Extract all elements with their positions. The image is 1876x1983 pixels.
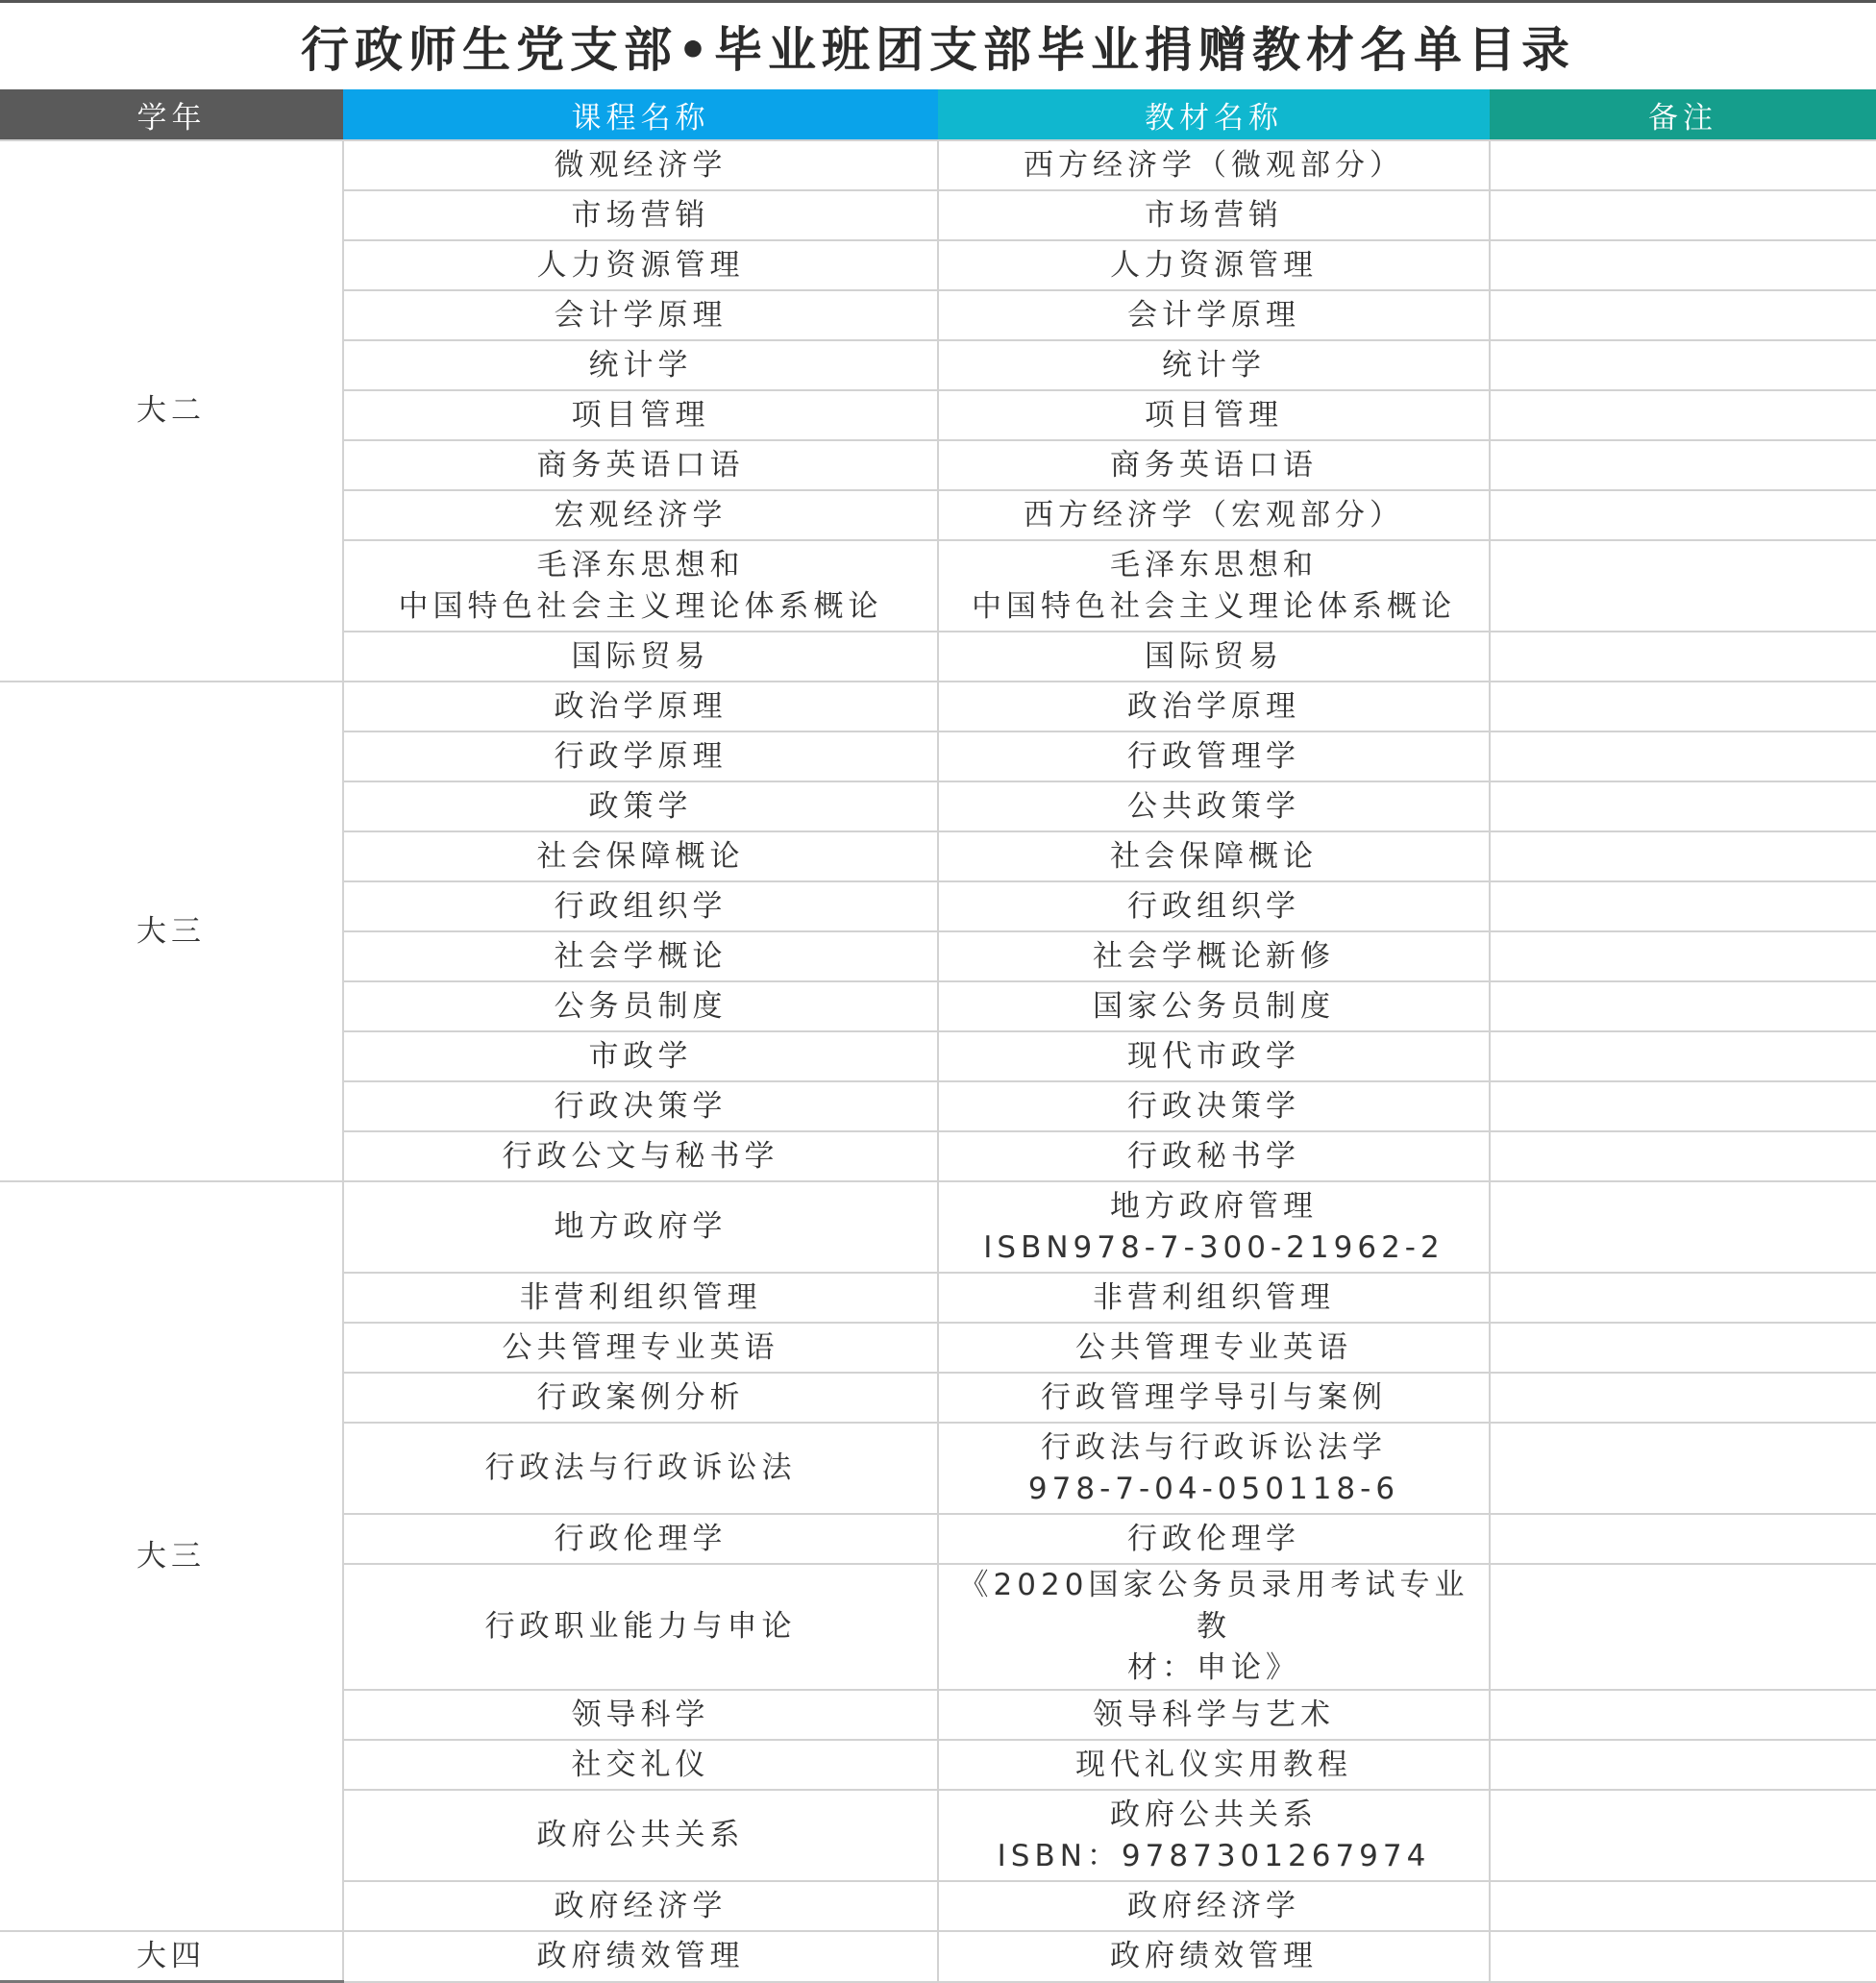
book-name-line: 社会保障概论: [1110, 838, 1318, 874]
book-name-line: ISBN978-7-300-21962-2: [983, 1229, 1444, 1265]
course-name-line: 人力资源管理: [536, 247, 745, 283]
book-name-line: 统计学: [1162, 347, 1266, 383]
note-cell: [1490, 781, 1876, 831]
book-cell: [938, 1690, 1490, 1740]
book-name-line: 行政决策学: [1127, 1088, 1300, 1124]
book-cell: [938, 1131, 1490, 1181]
note-cell: [1490, 881, 1876, 931]
book-name-line: 行政组织学: [1127, 888, 1300, 924]
book-name-line: 行政法与行政诉讼法学: [1041, 1429, 1387, 1465]
note-cell: [1490, 1790, 1876, 1881]
course-cell: [343, 1373, 938, 1423]
course-cell: [343, 881, 938, 931]
note-cell: [1490, 1564, 1876, 1690]
year-cell: 大四: [0, 1931, 343, 1982]
course-name-line: 商务英语口语: [536, 447, 745, 483]
book-name-line: 领导科学与艺术: [1093, 1697, 1335, 1732]
book-name-line: 社会学概论新修: [1093, 938, 1335, 974]
book-cell: [938, 1031, 1490, 1081]
book-name-line: 西方经济学（微观部分）: [1024, 147, 1404, 183]
note-cell: [1490, 831, 1876, 881]
table-row: [0, 682, 1876, 731]
book-name-line: ISBN：9787301267974: [997, 1838, 1431, 1873]
course-cell: [343, 1181, 938, 1273]
course-name-line: 公务员制度: [554, 988, 728, 1024]
book-cell: [938, 731, 1490, 781]
book-cell: [938, 1790, 1490, 1881]
course-cell: [343, 1881, 938, 1931]
course-name-line: 行政公文与秘书学: [502, 1138, 779, 1174]
book-cell: [938, 290, 1490, 340]
book-name-line: 中国特色社会主义理论体系概论: [972, 588, 1456, 624]
course-name-line: 政府绩效管理: [536, 1938, 745, 1973]
book-cell: [938, 1931, 1490, 1982]
course-cell: [343, 290, 938, 340]
course-cell: [343, 781, 938, 831]
page-title: 行政师生党支部•毕业班团支部毕业捐赠教材名单目录: [301, 21, 1575, 78]
book-name-line: 项目管理: [1145, 397, 1283, 433]
table-body: [0, 140, 1876, 1982]
note-cell: [1490, 1081, 1876, 1131]
book-name-line: 非营利组织管理: [1093, 1279, 1335, 1315]
course-cell: [343, 1081, 938, 1131]
course-name-line: 政府经济学: [554, 1888, 728, 1923]
book-name-line: 毛泽东思想和: [1110, 547, 1318, 583]
course-name-line: 社会学概论: [554, 938, 728, 974]
book-name-line: 现代礼仪实用教程: [1075, 1747, 1352, 1782]
course-cell: [343, 731, 938, 781]
note-cell: [1490, 290, 1876, 340]
book-name-line: 行政管理学: [1127, 738, 1300, 774]
course-name-line: 行政法与行政诉讼法: [484, 1450, 797, 1485]
book-cell: [938, 1081, 1490, 1131]
table-row: [0, 1181, 1876, 1273]
course-name-line: 项目管理: [571, 397, 710, 433]
header-book: 教材名称: [938, 89, 1490, 140]
book-name-line: 978-7-04-050118-6: [1027, 1471, 1400, 1506]
book-cell: [938, 340, 1490, 390]
note-cell: [1490, 340, 1876, 390]
course-cell: [343, 1514, 938, 1564]
year-cell: 大二: [0, 140, 343, 682]
header-course: 课程名称: [343, 89, 938, 140]
course-cell: [343, 682, 938, 731]
note-cell: [1490, 632, 1876, 682]
course-cell: [343, 1423, 938, 1514]
course-name-line: 市场营销: [571, 197, 710, 233]
note-cell: [1490, 1740, 1876, 1790]
textbook-table: [0, 89, 1876, 1983]
book-name-line: 材：申论》: [1127, 1650, 1300, 1685]
course-cell: [343, 1273, 938, 1323]
note-cell: [1490, 190, 1876, 240]
course-name-line: 宏观经济学: [554, 497, 728, 533]
course-name-line: 毛泽东思想和: [536, 547, 745, 583]
course-cell: [343, 140, 938, 190]
course-cell: [343, 1690, 938, 1740]
book-cell: [938, 1514, 1490, 1564]
note-cell: [1490, 390, 1876, 440]
book-cell: [938, 1881, 1490, 1931]
course-name-line: 非营利组织管理: [519, 1279, 762, 1315]
note-cell: [1490, 1514, 1876, 1564]
course-cell: [343, 1931, 938, 1982]
note-cell: [1490, 1323, 1876, 1373]
course-cell: [343, 490, 938, 540]
course-name-line: 行政伦理学: [554, 1521, 728, 1556]
year-cell: 大三: [0, 1181, 343, 1931]
book-cell: [938, 1323, 1490, 1373]
note-cell: [1490, 1423, 1876, 1514]
book-cell: [938, 1373, 1490, 1423]
course-name-line: 中国特色社会主义理论体系概论: [398, 588, 883, 624]
course-name-line: 社交礼仪: [571, 1747, 710, 1782]
course-name-line: 国际贸易: [571, 638, 710, 674]
note-cell: [1490, 1273, 1876, 1323]
book-name-line: 市场营销: [1145, 197, 1283, 233]
title-bar: [0, 0, 1876, 89]
course-name-line: 领导科学: [571, 1697, 710, 1732]
course-cell: [343, 1790, 938, 1881]
note-cell: [1490, 931, 1876, 981]
table-header-row: [0, 89, 1876, 140]
header-note: 备注: [1490, 89, 1876, 140]
note-cell: [1490, 440, 1876, 490]
course-name-line: 政治学原理: [554, 688, 728, 724]
course-cell: [343, 1323, 938, 1373]
book-name-line: 行政伦理学: [1127, 1521, 1300, 1556]
book-cell: [938, 1273, 1490, 1323]
course-cell: [343, 340, 938, 390]
note-cell: [1490, 540, 1876, 632]
book-cell: [938, 881, 1490, 931]
course-cell: [343, 440, 938, 490]
book-name-line: 现代市政学: [1127, 1038, 1300, 1074]
book-cell: [938, 781, 1490, 831]
table-row: [0, 1931, 1876, 1982]
course-cell: [343, 1131, 938, 1181]
course-cell: [343, 981, 938, 1031]
book-cell: [938, 390, 1490, 440]
course-cell: [343, 831, 938, 881]
book-cell: [938, 190, 1490, 240]
course-cell: [343, 190, 938, 240]
book-cell: [938, 490, 1490, 540]
course-name-line: 行政职业能力与申论: [484, 1609, 797, 1644]
book-name-line: 地方政府管理: [1110, 1188, 1318, 1224]
book-name-line: 西方经济学（宏观部分）: [1024, 497, 1404, 533]
book-cell: [938, 931, 1490, 981]
course-name-line: 行政组织学: [554, 888, 728, 924]
book-cell: [938, 632, 1490, 682]
book-cell: [938, 682, 1490, 731]
note-cell: [1490, 1690, 1876, 1740]
book-name-line: 国家公务员制度: [1093, 988, 1335, 1024]
course-name-line: 地方政府学: [554, 1209, 728, 1244]
course-name-line: 会计学原理: [554, 297, 728, 333]
book-name-line: 公共管理专业英语: [1075, 1329, 1352, 1365]
book-name-line: 商务英语口语: [1110, 447, 1318, 483]
course-cell: [343, 1564, 938, 1690]
book-name-line: 国际贸易: [1145, 638, 1283, 674]
course-cell: [343, 240, 938, 290]
book-cell: [938, 540, 1490, 632]
note-cell: [1490, 1031, 1876, 1081]
note-cell: [1490, 1131, 1876, 1181]
note-cell: [1490, 1181, 1876, 1273]
course-cell: [343, 1031, 938, 1081]
note-cell: [1490, 1931, 1876, 1982]
note-cell: [1490, 240, 1876, 290]
book-cell: [938, 981, 1490, 1031]
book-name-line: 行政管理学导引与案例: [1041, 1379, 1387, 1415]
course-name-line: 政府公共关系: [536, 1818, 745, 1852]
book-cell: [938, 1423, 1490, 1514]
course-name-line: 微观经济学: [554, 147, 728, 183]
book-name-line: 人力资源管理: [1110, 247, 1318, 283]
book-cell: [938, 831, 1490, 881]
course-name-line: 行政决策学: [554, 1088, 728, 1124]
note-cell: [1490, 490, 1876, 540]
book-name-line: 政府绩效管理: [1110, 1938, 1318, 1973]
course-name-line: 公共管理专业英语: [502, 1329, 779, 1365]
book-name-line: 《2020国家公务员录用考试专业教: [958, 1568, 1469, 1644]
course-cell: [343, 931, 938, 981]
year-cell: 大三: [0, 682, 343, 1181]
course-name-line: 行政学原理: [554, 738, 728, 774]
course-name-line: 市政学: [588, 1038, 693, 1074]
course-cell: [343, 1740, 938, 1790]
book-name-line: 公共政策学: [1127, 788, 1300, 824]
note-cell: [1490, 1373, 1876, 1423]
book-name-line: 行政秘书学: [1127, 1138, 1300, 1174]
book-cell: [938, 440, 1490, 490]
book-cell: [938, 1740, 1490, 1790]
course-name-line: 统计学: [588, 347, 693, 383]
book-cell: [938, 240, 1490, 290]
course-cell: [343, 390, 938, 440]
book-name-line: 政治学原理: [1127, 688, 1300, 724]
course-name-line: 行政案例分析: [536, 1379, 745, 1415]
header-year: 学年: [0, 89, 343, 140]
course-name-line: 政策学: [588, 788, 693, 824]
book-name-line: 会计学原理: [1127, 297, 1300, 333]
note-cell: [1490, 1881, 1876, 1931]
book-cell: [938, 1564, 1490, 1690]
book-name-line: 政府经济学: [1127, 1888, 1300, 1923]
course-cell: [343, 540, 938, 632]
course-cell: [343, 632, 938, 682]
book-cell: [938, 140, 1490, 190]
table-row: [0, 140, 1876, 190]
book-name-line: 政府公共关系: [1110, 1797, 1318, 1832]
note-cell: [1490, 981, 1876, 1031]
note-cell: [1490, 682, 1876, 731]
course-name-line: 社会保障概论: [536, 838, 745, 874]
note-cell: [1490, 140, 1876, 190]
note-cell: [1490, 731, 1876, 781]
book-cell: [938, 1181, 1490, 1273]
